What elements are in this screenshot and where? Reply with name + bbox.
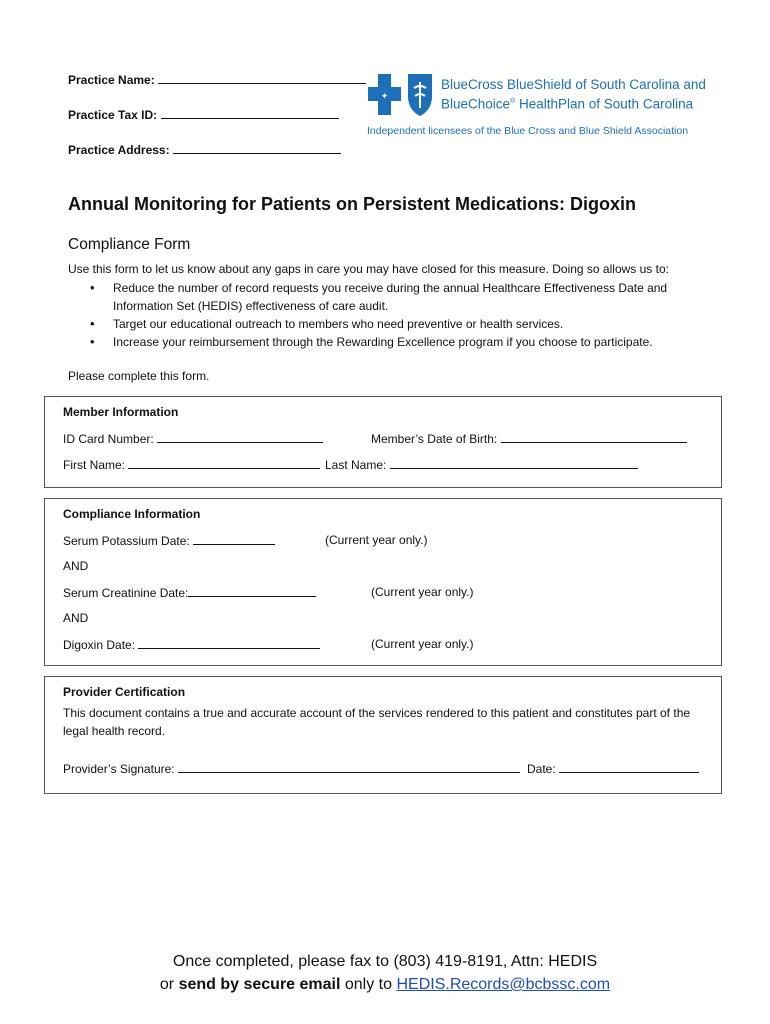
practice-name-field <box>68 72 366 87</box>
page-title: Annual Monitoring for Patients on Persistent Medications: Digoxin <box>68 194 637 214</box>
practice-name-input[interactable] <box>158 72 366 84</box>
footer-email-line: or send by secure email only to HEDIS.Records@bcbssc.com <box>159 976 611 993</box>
bcbs-logo <box>366 70 436 120</box>
practice-address-label: Practice Address: <box>68 143 170 157</box>
last-name-field <box>325 457 638 472</box>
list-item: • Increase your reimbursement through the Rewarding Excellence program if you choose to participate. <box>68 333 718 351</box>
potassium-label: Serum Potassium Date: <box>63 534 190 548</box>
dob-label: Member’s Date of Birth: <box>371 432 498 446</box>
compliance-information-section <box>44 498 722 666</box>
and-text-2: AND <box>63 611 89 625</box>
provider-certification-section <box>44 676 722 794</box>
logo-line2: BlueChoice® HealthPlan of South Carolina <box>441 96 694 112</box>
signature-label: Provider’s Signature: <box>63 762 175 776</box>
form-subtitle: Compliance Form <box>68 236 191 253</box>
practice-name-label: Practice Name: <box>68 73 155 87</box>
creatinine-date-input[interactable] <box>188 585 316 597</box>
practice-address-field <box>68 142 341 157</box>
digoxin-note: (Current year only.) <box>371 637 474 651</box>
practice-address-input[interactable] <box>173 142 341 154</box>
please-complete-text: Please complete this form. <box>68 369 210 383</box>
creatinine-label: Serum Creatinine Date: <box>63 586 189 600</box>
footer-fax-line: Once completed, please fax to (803) 419-8191, Attn: HEDIS <box>172 953 598 970</box>
creatinine-note: (Current year only.) <box>371 585 474 599</box>
digoxin-date-input[interactable] <box>138 637 320 649</box>
dob-field <box>371 431 687 446</box>
logo-tagline: Independent licensees of the Blue Cross and Blue Shield Association <box>367 125 689 137</box>
id-card-label: ID Card Number: <box>63 432 154 446</box>
id-card-input[interactable] <box>157 431 323 443</box>
digoxin-field <box>63 637 320 652</box>
dob-input[interactable] <box>501 431 687 443</box>
potassium-date-input[interactable] <box>193 533 275 545</box>
first-name-label: First Name: <box>63 458 126 472</box>
signature-input[interactable] <box>178 761 520 773</box>
signature-date-field <box>527 761 699 776</box>
id-card-field <box>63 431 323 446</box>
secure-email-text: send by secure email <box>178 976 341 993</box>
potassium-field <box>63 533 275 548</box>
cross-shield-icon <box>366 70 436 120</box>
logo-line1: BlueCross BlueShield of South Carolina and <box>441 77 706 92</box>
last-name-label: Last Name: <box>325 458 387 472</box>
and-text-1: AND <box>63 559 89 573</box>
potassium-note: (Current year only.) <box>325 533 428 547</box>
signature-date-input[interactable] <box>559 761 699 773</box>
intro-text: Use this form to let us know about any gaps in care you may have closed for this measure. Doing so allows us to: <box>68 262 669 276</box>
creatinine-field <box>63 585 316 600</box>
practice-tax-id-field <box>68 107 339 122</box>
practice-tax-id-input[interactable] <box>161 107 339 119</box>
digoxin-label: Digoxin Date: <box>63 638 136 652</box>
first-name-input[interactable] <box>128 457 320 469</box>
practice-tax-id-label: Practice Tax ID: <box>68 108 158 122</box>
provider-cert-heading: Provider Certification <box>63 685 186 699</box>
last-name-input[interactable] <box>390 457 638 469</box>
member-info-heading: Member Information <box>63 405 179 419</box>
signature-date-label: Date: <box>527 762 556 776</box>
benefits-list <box>68 279 718 351</box>
list-item: • Target our educational outreach to members who need preventive or health services. <box>68 315 718 333</box>
svg-text:✦: ✦ <box>380 91 389 101</box>
signature-field <box>63 761 520 776</box>
member-information-section <box>44 396 722 488</box>
email-link[interactable]: HEDIS.Records@bcbssc.com <box>396 976 611 993</box>
logo-text <box>441 76 706 113</box>
list-item: • Reduce the number of record requests you receive during the annual Healthcare Effectiveness Date and Information Set (HEDIS) effectiveness of care audit. <box>68 279 718 315</box>
provider-statement: This document contains a true and accurate account of the services rendered to this patient and constitutes part of the legal health record. <box>63 706 691 738</box>
compliance-info-heading: Compliance Information <box>63 507 201 521</box>
first-name-field <box>63 457 320 472</box>
